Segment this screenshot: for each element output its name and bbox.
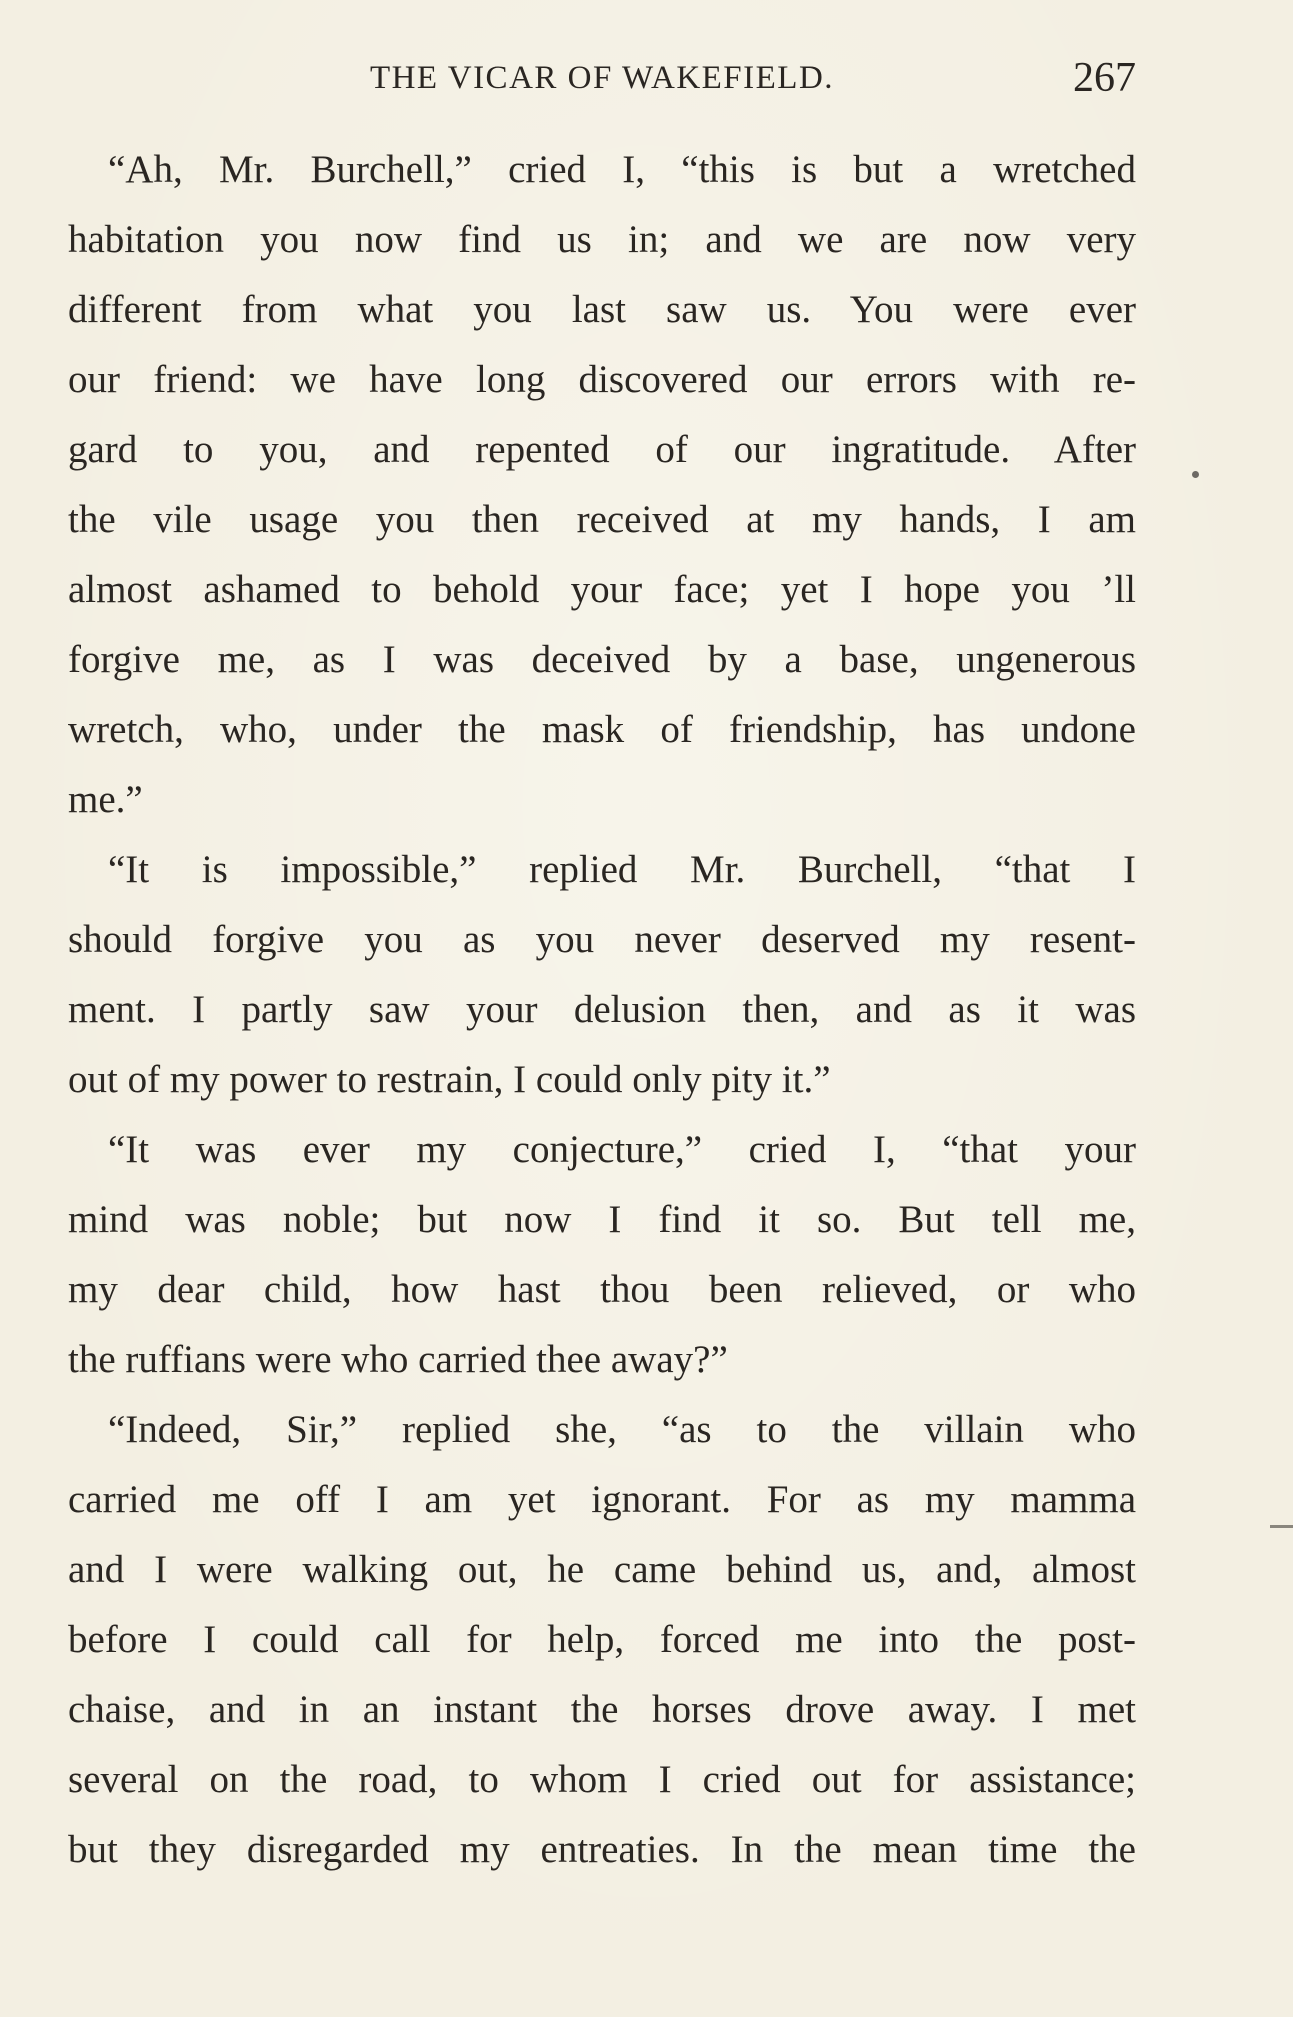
text-line: me.” [68,778,143,821]
text-line: wretch, who, under the mask of friendship, has undone [68,708,1136,751]
text-line: forgive me, as I was deceived by a base, ungenerous [68,638,1136,681]
text-line: but they disregarded my entreaties. In the mean time the [68,1828,1136,1871]
text-line: the vile usage you then received at my hands, I am [68,498,1136,541]
text-line: our friend: we have long discovered our errors with re- [68,358,1136,401]
running-title: THE VICAR OF WAKEFIELD. [369,60,835,96]
text-line: “Ah, Mr. Burchell,” cried I, “this is but a wretched [108,148,1136,191]
text-line: “Indeed, Sir,” replied she, “as to the villain who [108,1408,1136,1451]
text-line: ment. I partly saw your delusion then, and as it was [68,988,1136,1031]
text-line: “It is impossible,” replied Mr. Burchell, “that I [108,848,1136,891]
text-line: before I could call for help, forced me into the post- [68,1618,1136,1661]
ink-speck [1192,471,1199,478]
text-line: chaise, and in an instant the horses drove away. I met [68,1688,1136,1731]
page-edge-mark [1270,1525,1293,1528]
page-header [68,48,1136,108]
text-line: different from what you last saw us. You were ever [68,288,1136,331]
text-line: should forgive you as you never deserved my resent- [68,918,1136,961]
text-line: out of my power to restrain, I could only pity it.” [68,1058,831,1101]
text-line: gard to you, and repented of our ingratitude. After [68,428,1136,471]
text-line: almost ashamed to behold your face; yet I hope you ’ll [68,568,1136,611]
text-line: the ruffians were who carried thee away?” [68,1338,728,1381]
text-line: carried me off I am yet ignorant. For as my mamma [68,1478,1136,1521]
text-line: habitation you now find us in; and we are now very [68,218,1136,261]
body-text [68,135,1136,1885]
text-line: mind was noble; but now I find it so. But tell me, [68,1198,1136,1241]
text-line: and I were walking out, he came behind us, and, almost [68,1548,1136,1591]
text-line: several on the road, to whom I cried out for assistance; [68,1758,1136,1801]
text-line: “It was ever my conjecture,” cried I, “that your [108,1128,1136,1171]
page-number: 267 [1073,55,1136,101]
text-line: my dear child, how hast thou been relieved, or who [68,1268,1136,1311]
